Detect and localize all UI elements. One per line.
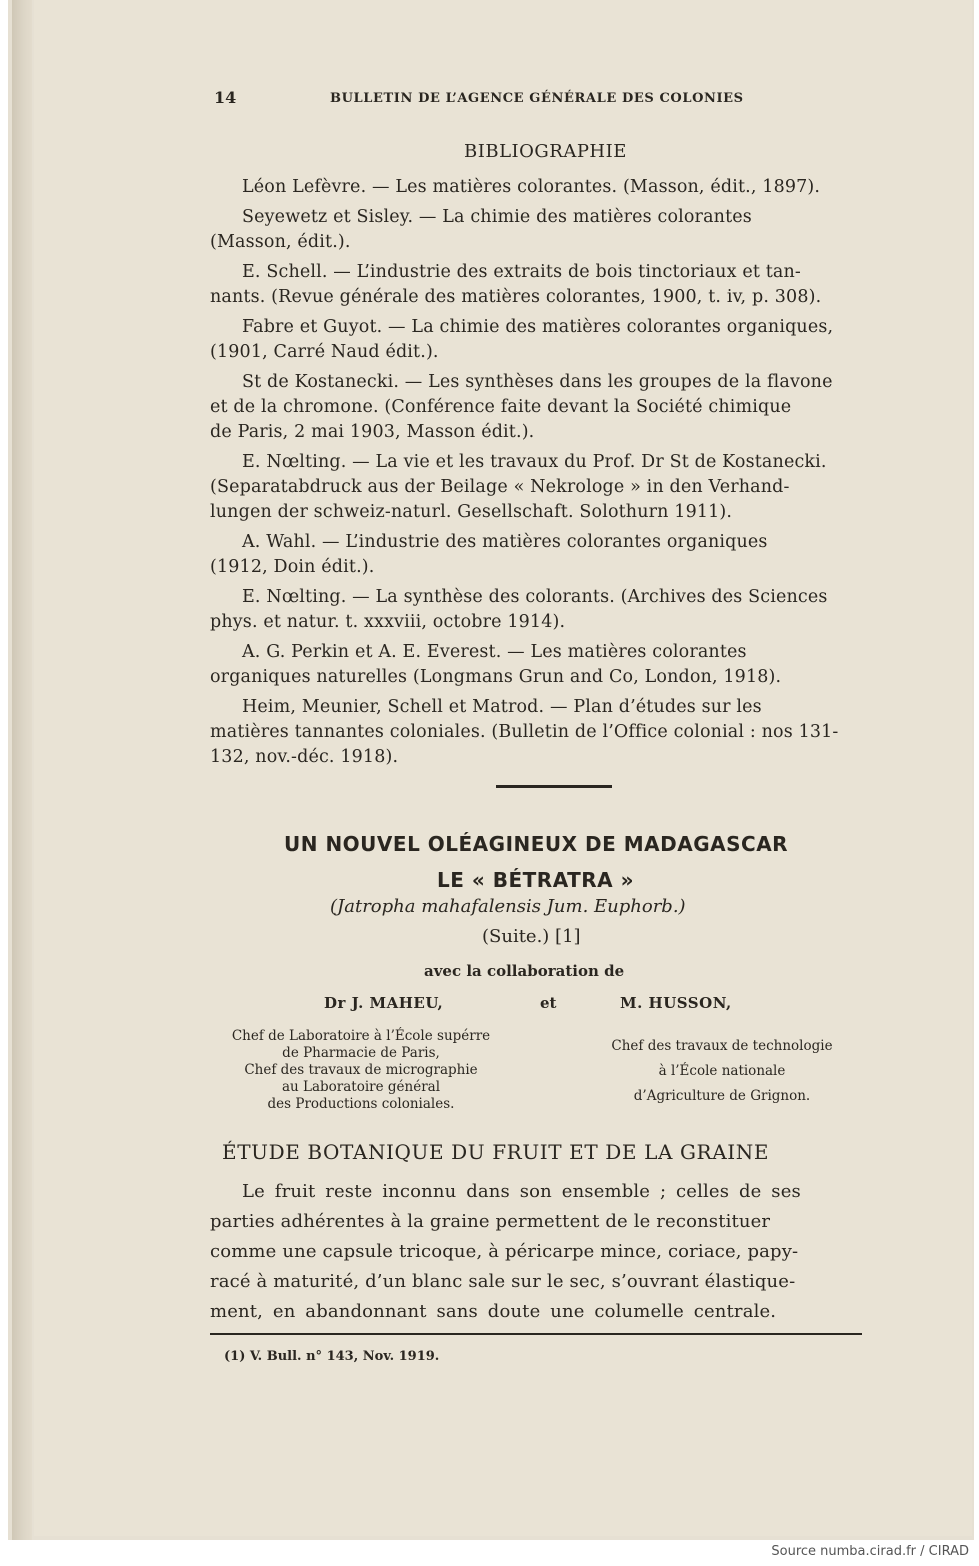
affiliation-line: Chef de Laboratoire à l’École supérre [231, 1028, 491, 1044]
affiliation-line: à l’École nationale [658, 1063, 786, 1079]
bibliography-line: 132, nov.-déc. 1918). [210, 747, 399, 767]
bibliography-line: lungen der schweiz-naturl. Gesellschaft. Solothurn 1911). [210, 502, 733, 522]
bibliography-line: de Paris, 2 mai 1903, Masson édit.). [210, 422, 535, 442]
section-divider [496, 785, 612, 788]
bibliography-line: A. Wahl. — L’industrie des matières colorantes organiques [242, 532, 768, 552]
article-suite: (Suite.) [1] [482, 926, 581, 947]
document-page [34, 0, 972, 1536]
body-line: comme une capsule tricoque, à péricarpe mince, coriace, papy- [210, 1241, 799, 1262]
bibliography-line: E. Nœlting. — La synthèse des colorants. (Archives des Sciences [242, 587, 828, 607]
affiliation-line: au Laboratoire général [281, 1079, 441, 1095]
footnote-rule [210, 1333, 862, 1335]
article-title: UN NOUVEL OLÉAGINEUX DE MADAGASCAR [284, 832, 789, 856]
bibliography-line: Seyewetz et Sisley. — La chimie des matières colorantes [242, 207, 752, 227]
bibliography-line: et de la chromone. (Conférence faite devant la Société chimique [210, 397, 792, 417]
bibliography-line: nants. (Revue générale des matières colorantes, 1900, t. iv, p. 308). [210, 287, 822, 307]
bibliography-line: Heim, Meunier, Schell et Matrod. — Plan d’études sur les [242, 697, 762, 717]
footnote: (1) V. Bull. n° 143, Nov. 1919. [224, 1349, 440, 1364]
affiliation-line: Chef des travaux de technologie [611, 1038, 833, 1054]
affiliation-line: Chef des travaux de micrographie [244, 1062, 478, 1078]
affiliation-left [206, 1028, 516, 1113]
bibliography-line: Léon Lefèvre. — Les matières colorantes. (Masson, édit., 1897). [242, 177, 821, 197]
article-title-line2: LE « BÉTRATRA » [437, 868, 635, 892]
body-line: Le fruit reste inconnu dans son ensemble ; celles de ses [242, 1181, 801, 1202]
bibliography-line: matières tannantes coloniales. (Bulletin de l’Office colonial : nos 131- [210, 722, 839, 742]
bibliography-line: (1901, Carré Naud édit.). [210, 342, 439, 362]
bibliography-line: (Separatabdruck aus der Beilage « Nekrologe » in den Verhand- [210, 477, 790, 497]
bibliography-line: (Masson, édit.). [210, 232, 351, 252]
bibliography-heading: BIBLIOGRAPHIE [464, 141, 627, 162]
bibliography-line: St de Kostanecki. — Les synthèses dans les groupes de la flavone [242, 372, 833, 392]
author-right: M. HUSSON, [620, 994, 732, 1012]
affiliation-line: des Productions coloniales. [267, 1096, 455, 1112]
source-credit: Source numba.cirad.fr / CIRAD [771, 1544, 969, 1559]
bibliography-line: Fabre et Guyot. — La chimie des matières colorantes organiques, [242, 317, 834, 337]
running-head-title: BULLETIN DE L’AGENCE GÉNÉRALE DES COLONIES [330, 91, 744, 106]
body-line: racé à maturité, d’un blanc sale sur le sec, s’ouvrant élastique- [210, 1271, 796, 1292]
bibliography-line: E. Schell. — L’industrie des extraits de bois tinctoriaux et tan- [242, 262, 801, 282]
page-number: 14 [214, 88, 237, 107]
bibliography-line: (1912, Doin édit.). [210, 557, 375, 577]
article-subtitle: (Jatropha mahafalensis Jum. Euphorb.) [330, 896, 686, 917]
bibliography-line: organiques naturelles (Longmans Grun and Co, London, 1918). [210, 667, 782, 687]
section-heading: ÉTUDE BOTANIQUE DU FRUIT ET DE LA GRAINE [222, 1140, 770, 1164]
affiliation-right [582, 1034, 862, 1109]
bibliography-line: phys. et natur. t. xxxviii, octobre 1914). [210, 612, 566, 632]
author-joiner: et [540, 994, 557, 1012]
body-line: parties adhérentes à la graine permettent de le reconstituer [210, 1211, 771, 1232]
affiliation-line: d’Agriculture de Grignon. [633, 1088, 811, 1104]
collaboration-line: avec la collaboration de [424, 962, 625, 980]
affiliation-line: de Pharmacie de Paris, [282, 1045, 440, 1061]
author-left: Dr J. MAHEU, [324, 994, 444, 1012]
page-edge [12, 0, 32, 1540]
body-line: ment, en abandonnant sans doute une columelle centrale. [210, 1301, 777, 1322]
bibliography-line: E. Nœlting. — La vie et les travaux du Prof. Dr St de Kostanecki. [242, 452, 827, 472]
bibliography-line: A. G. Perkin et A. E. Everest. — Les matières colorantes [242, 642, 747, 662]
